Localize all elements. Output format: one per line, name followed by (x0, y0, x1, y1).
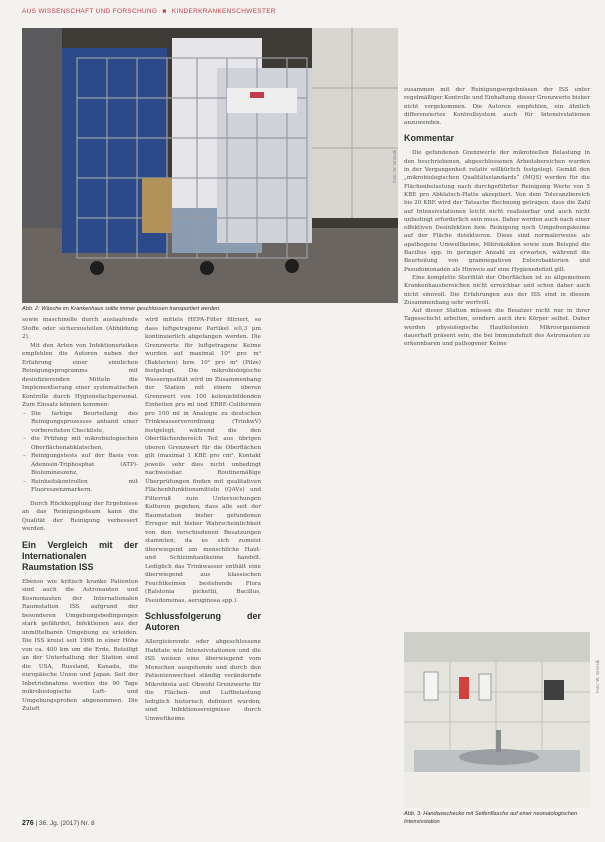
page-footer (22, 820, 95, 827)
text-column-2 (145, 316, 261, 723)
section-heading-conclusion: Schlussfolgerung der Autoren (145, 611, 261, 632)
header-logo-icon: ■ (162, 8, 167, 15)
figure-1-caption: Abb. 2: Wäsche im Krankenhaus sollte immer geschlossen transportiert werden. (22, 306, 221, 312)
section-heading-iss: Ein Vergleich mit der Internationalen Raumstation ISS (22, 539, 138, 572)
text-column-3 (404, 86, 590, 349)
col2-paragraph-2: Allergisierende oder abgeschlossene Habitate wie Intensivstationen und die ISS weisen eine überwiegend vom Menschen ausgehende und durch den Patientenwechsel ständig verändernde Mikrobiota auf. Obwohl Grenzwerte für die Flächen- und Luftbelastung lediglich historisch definiert wurden, sind Infektionsereignisse durch Umweltkeime (145, 639, 261, 722)
header-journal: KINDERKRANKENSCHWESTER (171, 8, 276, 15)
text-column-1 (22, 316, 138, 714)
photo-credit-2: Foto: W. Grzesik (595, 660, 600, 694)
col1-paragraph-3: Durch Rückkopplung der Ergebnisse an das Reinigungsteam kann die Qualität der Reinigung verbessert werden. (22, 500, 138, 532)
list-item: – die Prüfung mit mikrobiologischen Oberflächenabklatschen, (31, 435, 138, 452)
sink-illustration (404, 632, 590, 808)
col2-paragraph-1: wird mittels HEPA-Filter filtriert, so dass luftgetragene Partikel ≥0,3 µm kontinuierlich abgefangen werden. Die Grenzwerte für luftgetragene Keime wurden auf maximal 10³ pro m³ (Bakterien) bzw. 10² pro m³ (Pilze) festgelegt. Die mikrobiologische Wasserqualität wird im Zusammenhang der Station mit einem oberen Grenzwert von 100 koloniebildenden Einheiten pro ml und ERBE-Coliformen pro 100 ml in Analogie zu deutschen Trinkwasserverordnung (TrinkwV) festgelegt, während die den Oberflächenbereich Teil aus übrigen oberen Grenzwert für die Oberflächen gilt (maximal 1 KBE pro cm², Kontakt jeweils sehr dies nicht unbedingt nachweisbar. Routinemäßige Überprüfungen finden mit qualitativen Flächenhfunktionsmitteln (QAVs) und Filterruß zum Untersuchungen Kulturen gegeben, dass alle seit der Raumstation bisher gefundenen Erreger mit bisher Wahrscheinlichkeit von den verschiedenen Besatzungen stammten, da es sich zumeist überwiegend um menschliche Haut- und Schleimhautkeime handelt. Lediglich das Trinkwasser enthält eine überwiegend aus klassischen Feuchtkeimen bestehende Flora (Ralstonia pickettii, Bacillus, Pseudomonas, aeruginosa spp.). (145, 317, 261, 604)
col3-paragraph-2: Die gefundenen Grenzwerte der mikrobiellen Belastung in den beschriebenen, abgeschlossenen Arbeitsbereichen wurden in der Vergangenheit relativ willkürlich festgelegt. Gemäß den „mikrobiologischen Qualitätsstandards“ (MQS) werden für die Flächenbelastung nach durchgeführter Reinigung Werte von 5 KBE pro Abklatsch-Platte akzeptiert. Von dem Toleranzbereich bis 20 KBE wird der Tatsache Rechnung getragen, dass die Zahl auf Intensivstationen leicht nicht realisierbar und auch nicht unbedingt erforderlich sein muss. Daher werden auch nach einer effektiven Desinfektion bzw. Reinigung noch Umgebungskeime auf der Fläche detektieren. Diese sind normalerweise als apathogene Umweltkeime, Mikrokokken sowie zum Beispiel die Bacillus spp. in geringer Anzahl zu erwarten, während die Beurteilung von gramnegativen Enterobakterien und Pseudomonaden als Hinweis auf eine Hygienedefizit gilt. (404, 150, 590, 273)
col3-paragraph-3: Eine komplette Sterilität der Oberflächen ist zu allgemeinem Krankenhausbereichen nicht erreichbar und schon daher auch nicht sinnvoll. Die Erfahrungen aus der ISS sind in diesem Zusammenhang sehr wertvoll. (404, 274, 590, 306)
col3-paragraph-4: Auf dieser Station müssen die Besatzer nicht nur in ihrer Tagesschicht arbeiten, sondern auch ihre Körper selbst. Daher werden physiologische Hautkolonien Mikroorganismen dauerhaft präsent sein, die bei Immundefizit des Astronauten zu erkennbaren und pathogener Keime (404, 308, 590, 348)
col1-paragraph-1: sowie maschinelle durch auslaufende Stoffe oder sicherzustellen (Abbildung 2). (22, 317, 138, 340)
list-item: – Reinigungstests auf der Basis von Adenosin-Triphosphat (ATP)-Biolumineszenz, (31, 452, 138, 478)
laundry-carts-illustration (22, 28, 398, 303)
photo-credit-1: Foto: W. Grzesik (392, 150, 397, 184)
page-number: 276 (22, 820, 34, 827)
laundry-carts-photo (22, 28, 398, 303)
sink-photo (404, 632, 590, 808)
figure-3-caption: Abb. 3: Handwaschecke mit Seifenflasche auf einer neonatologischen Intensivstation (404, 811, 578, 825)
section-heading-comment: Kommentar (404, 133, 455, 144)
list-item: – Die farbige Beurteilung des Reinigungsprozesses anhand einer vorbereiteten Checkliste, (31, 410, 138, 436)
issue-info: | 36. Jg. (2017) Nr. 8 (35, 820, 95, 827)
col1-paragraph-2: Mit den Arten von Infektionsrisiken empfehlen die Autoren neben der Erfahrung einer sinnlichen Reinigungsprogramms mit desinfizierenden Mitteln die Implementierung einer systematischen Kontrolle durch Hygienefachpersonal. Zum Einsatz können kommen: (22, 342, 138, 408)
running-header (22, 8, 276, 15)
header-section: AUS WISSENSCHAFT UND FORSCHUNG (22, 8, 158, 15)
list-item: – Reinheitskontrollen mit Fluoreszenzmarkern. (31, 478, 138, 495)
control-methods-list (22, 410, 138, 495)
col1-paragraph-4: Ebenso wie kritisch kranke Patienten sind auch die Astronauten und Kosmonauten der Internationalen Raumstation ISS aufgrund der besonderen Umgebungsbedingungen stark gefährdet, Infektionen aus der unmittelbaren Umgebung zu erleiden. Die ISS kreist seit 1998 in einer Höhe von ca. 400 km um die Erde. Beteiligt an der Unterhaltung der Station sind die USA, Russland, Kanada, die europäische Union und Japan. Seit der Inbetriebnahme werden die 90 Tage mikrobiologische Luft- und Umgebungsproben abgenommen. Die Zuluft (22, 578, 138, 712)
col3-paragraph-1: zusammen mit der Reinigungsergebnissen der ISS unter regelmäßiger Kontrolle und Einhaltung dieser Grenzwerte bisher nicht vorgekommen. Die Autoren empfehlen, ein ähnlich differenziertes Kontrollsystem auch für Intensivstationen anzuwenden. (404, 87, 590, 127)
